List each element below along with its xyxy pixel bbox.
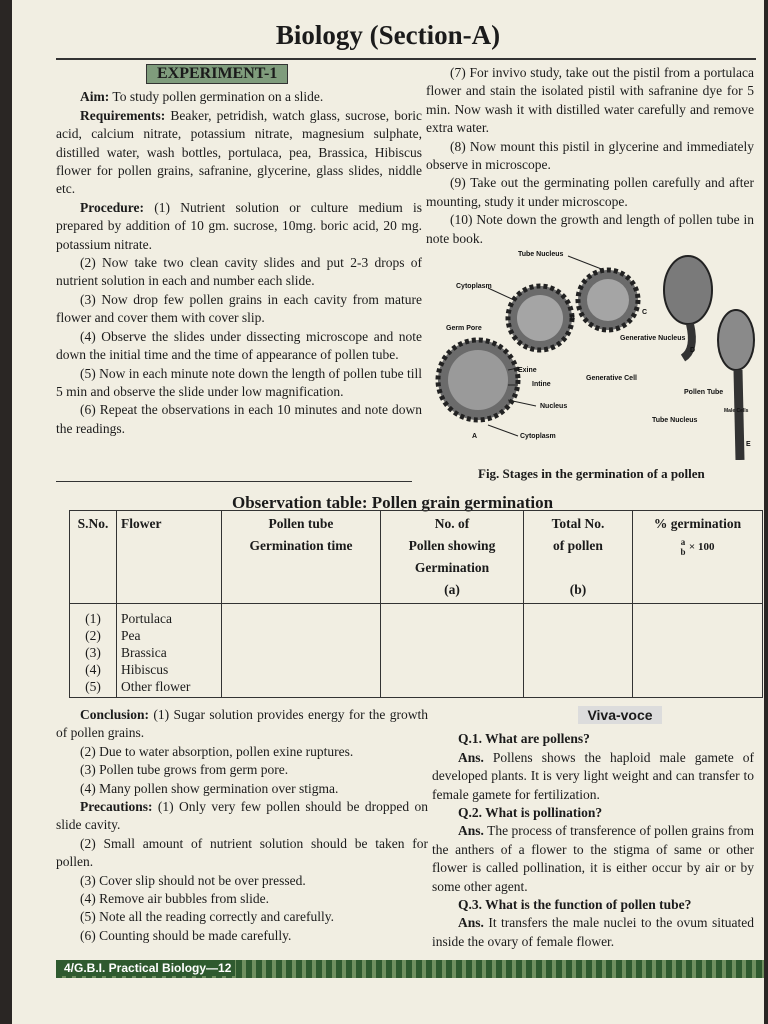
- procedure-step: (8) Now mount this pistil in glycerine and immediately observe in microscope.: [426, 138, 754, 173]
- precaution-item: (2) Small amount of nutrient solution should be taken for pollen.: [56, 835, 428, 870]
- procedure-step: (4) Observe the slides under dissecting microscope and note down the initial time and the time of appearance of pollen tube.: [56, 328, 422, 363]
- requirements: [56, 107, 422, 199]
- empty-cell: [381, 604, 524, 698]
- formula-numerator: a: [680, 536, 686, 547]
- viva-answer: [432, 822, 754, 896]
- title-rule: [56, 58, 756, 60]
- precautions-label: Precautions:: [80, 799, 153, 815]
- header-text: % germination: [653, 516, 742, 531]
- header-text: Germination time: [249, 538, 353, 553]
- experiment-label: EXPERIMENT-1: [146, 64, 288, 84]
- header-text: Total No.: [551, 516, 605, 531]
- procedure-step: (5) Now in each minute note down the length of pollen tube till 5 min and observe the slide under low magnification.: [56, 365, 422, 399]
- header-text: of pollen: [553, 538, 603, 553]
- label-cytoplasm-top: Cytoplasm: [456, 283, 492, 290]
- empty-cell: [633, 604, 763, 698]
- label-nucleus: Nucleus: [540, 403, 568, 410]
- viva-question: Q.3. What is the function of pollen tube?: [458, 897, 692, 913]
- flower-value: Hibiscus: [121, 662, 169, 677]
- viva-answer: [432, 914, 754, 951]
- procedure-label: Procedure:: [80, 199, 144, 215]
- header-total-pollen: [524, 511, 633, 604]
- precaution-item: (5) Note all the reading correctly and carefully.: [80, 909, 335, 925]
- empty-cell: [524, 604, 633, 698]
- conclusion-text: (1) Sugar solution provides energy for the growth of pollen grains.: [56, 707, 429, 741]
- empty-cell: [222, 604, 381, 698]
- header-pollen-showing-germination: [381, 511, 524, 604]
- sno-value: (5): [85, 679, 101, 694]
- observation-title: Observation table: Pollen grain germination: [232, 493, 554, 512]
- conclusion-precautions: [56, 706, 428, 945]
- sno-cell: [70, 604, 117, 698]
- answer-label: Ans.: [458, 823, 484, 839]
- procedure-step: [56, 199, 422, 254]
- label-intine: Intine: [532, 381, 551, 388]
- page: [12, 0, 764, 1024]
- label-male-cells: Male Cells: [724, 408, 749, 414]
- section-rule: [56, 481, 412, 482]
- viva-title: Viva-voce: [578, 706, 662, 724]
- label-generative-cell: Generative Cell: [586, 375, 637, 382]
- sno-value: (2): [85, 628, 101, 643]
- flower-cell: [117, 604, 222, 698]
- conclusion-item: (4) Many pollen show germination over stigma.: [80, 780, 339, 796]
- precaution-item: (6) Counting should be made carefully.: [80, 927, 292, 943]
- label-exine: Exine: [518, 367, 537, 374]
- label-d: D: [690, 347, 696, 354]
- label-germ-pore: Germ Pore: [446, 325, 482, 332]
- answer-text: Pollens shows the haploid male gamete of developed plants. It is very light weight and can transfer to female gamete for fertilization.: [432, 749, 754, 802]
- viva-answer: [432, 749, 754, 804]
- label-tube-nucleus-right: Tube Nucleus: [652, 417, 698, 424]
- label-cytoplasm-bottom: Cytoplasm: [520, 433, 556, 440]
- flower-value: Pea: [121, 628, 141, 643]
- label-b: B: [570, 315, 576, 322]
- procedure-step: (3) Now drop few pollen grains in each cavity from mature flower and cover them with cover slip.: [56, 291, 422, 326]
- page-title: Biology (Section-A): [275, 20, 501, 50]
- procedure-step: (6) Repeat the observations in each 10 minutes and note down the readings.: [56, 402, 422, 436]
- label-pollen-tube: Pollen Tube: [684, 389, 724, 396]
- observation-table: [69, 510, 763, 698]
- precaution-item: (3) Cover slip should not be over pressed.: [80, 872, 306, 888]
- label-a: A: [472, 433, 478, 440]
- viva-question: Q.1. What are pollens?: [458, 731, 590, 747]
- table-row: [70, 604, 763, 698]
- answer-text: It transfers the male nuclei to the ovum situated inside the ovary of female flower.: [432, 915, 754, 949]
- viva-question: Q.2. What is pollination?: [458, 805, 603, 821]
- procedure-step: (2) Now take two clean cavity slides and put 2-3 drops of nutrient solution in each and number each slide.: [56, 255, 422, 289]
- conclusion-item: (3) Pollen tube grows from germ pore.: [80, 762, 289, 778]
- sno-value: (3): [85, 645, 101, 660]
- table-header-row: [70, 511, 763, 604]
- formula-multiplier: × 100: [688, 541, 715, 553]
- header-text: (b): [569, 582, 587, 597]
- pollen-grain-e: [718, 310, 754, 370]
- answer-label: Ans.: [458, 915, 484, 931]
- header-percent-germination: [633, 511, 763, 604]
- flower-value: Portulaca: [121, 611, 172, 626]
- sno-value: (1): [85, 611, 101, 626]
- conclusion-item: (2) Due to water absorption, pollen exine ruptures.: [80, 743, 354, 759]
- label-tube-nucleus-top: Tube Nucleus: [518, 251, 564, 258]
- footer-text: 4/G.B.I. Practical Biology—12: [60, 960, 235, 976]
- precaution-item: (4) Remove air bubbles from slide.: [80, 891, 269, 907]
- header-text: Pollen showing: [408, 538, 496, 553]
- sno-value: (4): [85, 662, 101, 677]
- conclusion-label: Conclusion:: [80, 707, 150, 722]
- label-e: E: [746, 441, 751, 448]
- answer-text: The process of transference of pollen grains from the anthers of a flower to the stigma of same or other flower is called pollination, it is either occur by air or by some other agent.: [432, 823, 754, 894]
- pollen-germination-figure: [428, 240, 758, 460]
- flower-value: Other flower: [121, 679, 191, 694]
- left-column: [56, 64, 422, 438]
- precaution-text: (1) Only very few pollen should be dropped on slide cavity.: [56, 799, 428, 833]
- pollen-tube-e: [738, 370, 740, 460]
- header-flower: [117, 511, 222, 604]
- header-text: Flower: [121, 516, 162, 531]
- aim-text: To study pollen germination on a slide.: [112, 89, 324, 105]
- label-generative-nucleus: Generative Nucleus: [620, 335, 686, 342]
- aim: [56, 88, 422, 106]
- flower-value: Brassica: [121, 645, 167, 660]
- precaution-item: [56, 798, 428, 835]
- step-text: (1) Nutrient solution or culture medium is prepared by addition of 10 gm. sucrose, 10mg. boric acid, 20 mg. potassium nitrate.: [56, 199, 423, 252]
- header-sno: [70, 511, 117, 604]
- conclusion-item: [56, 706, 428, 743]
- procedure-step: (9) Take out the germinating pollen carefully and after mounting, study it under microscope.: [426, 175, 754, 209]
- aim-label: Aim:: [80, 89, 110, 105]
- figure-caption: Fig. Stages in the germination of a pollen: [478, 466, 705, 481]
- formula-denominator: b: [680, 546, 686, 557]
- requirements-label: Requirements:: [80, 107, 166, 123]
- procedure-step: (10) Note down the growth and length of pollen tube in note book.: [426, 212, 754, 246]
- header-text: (a): [444, 582, 460, 597]
- answer-label: Ans.: [458, 749, 484, 765]
- viva-voce: [432, 706, 754, 951]
- right-column: [426, 64, 754, 248]
- label-c: C: [642, 309, 648, 316]
- pollen-grain-d: [664, 256, 712, 324]
- header-text: Pollen tube: [268, 516, 334, 531]
- requirements-text: Beaker, petridish, watch glass, sucrose, boric acid, calcium nitrate, potassium nitrate, magnesium sulphate, distilled water, wash bottles, portulaca, pea, Brassica, Hibiscus flower for pollen grains, safranine, glycerine, glass slides, niddle etc.: [56, 107, 423, 197]
- header-text: Germination: [414, 560, 490, 575]
- header-text: No. of: [434, 516, 470, 531]
- procedure-step: (7) For invivo study, take out the pistil from a portulaca flower and stain the isolated pistil with safranine dye for 5 min. Now wash it with distilled water carefully and remove extra water.: [426, 65, 754, 136]
- header-text: S.No.: [77, 516, 109, 531]
- header-germination-time: [222, 511, 381, 604]
